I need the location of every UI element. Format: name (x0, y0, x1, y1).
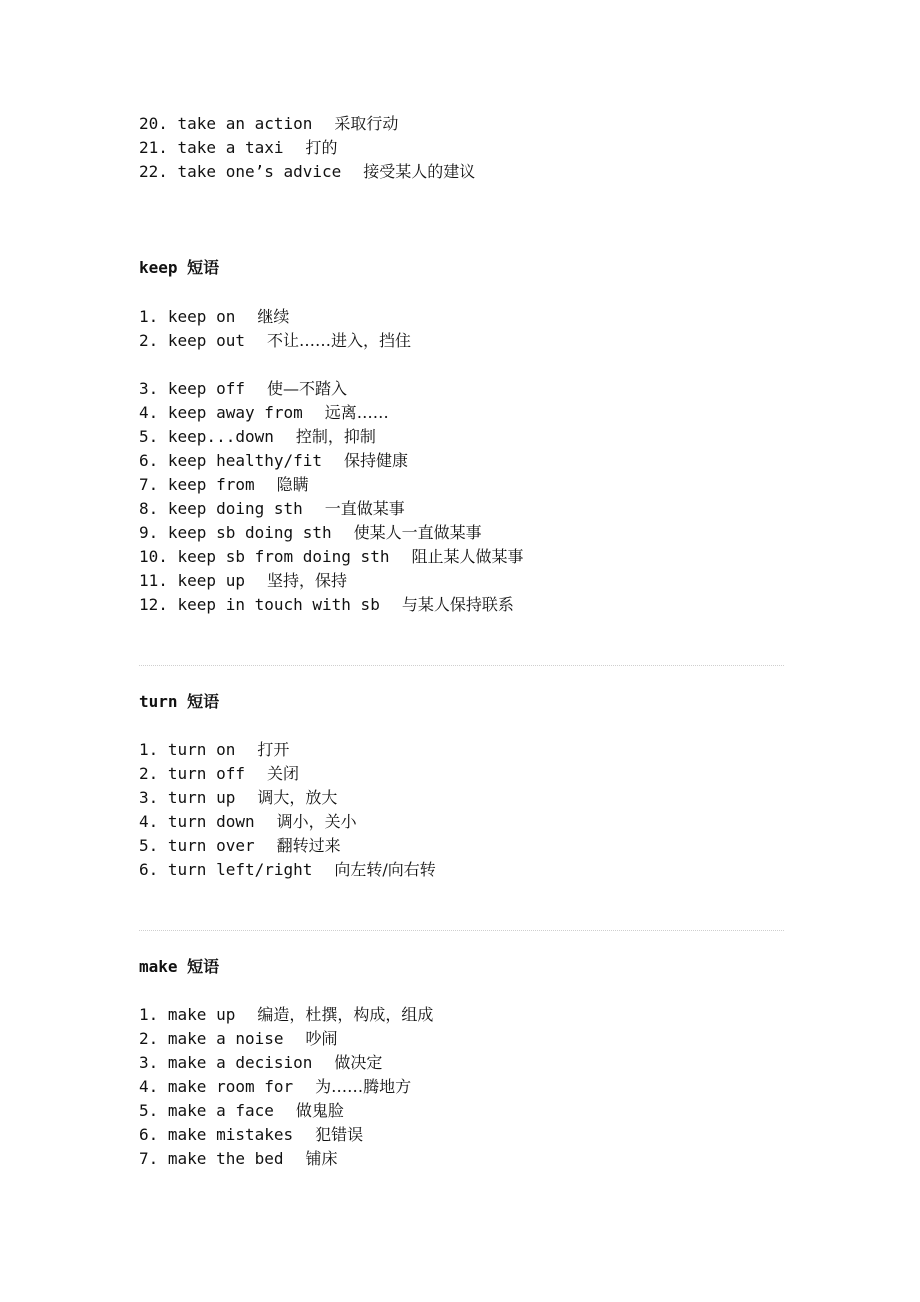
phrase-cn: 犯错误 (315, 1125, 364, 1144)
section-divider (139, 665, 784, 666)
turn-item (139, 788, 337, 808)
phrase-cn: 采取行动 (334, 114, 399, 133)
turn-item (139, 740, 289, 760)
phrase-en: 3. keep off (139, 379, 245, 398)
phrase-en: 7. keep from (139, 475, 255, 494)
keep-item (139, 403, 389, 423)
phrase-cn: 打开 (257, 740, 290, 759)
keep-item (139, 547, 523, 567)
keep-heading: keep 短语 (139, 258, 220, 277)
make-item (139, 1077, 411, 1097)
phrase-en: 2. make a noise (139, 1029, 284, 1048)
keep-item (139, 451, 408, 471)
phrase-cn: 向左转/向右转 (334, 860, 436, 879)
keep-item (139, 499, 405, 519)
phrase-en: 5. make a face (139, 1101, 274, 1120)
phrase-cn: 做决定 (334, 1053, 383, 1072)
phrase-en: 7. make the bed (139, 1149, 284, 1168)
make-item (139, 1029, 338, 1049)
keep-item (139, 427, 376, 447)
phrase-en: 10. keep sb from doing sth (139, 547, 390, 566)
keep-item (139, 571, 347, 591)
phrase-cn: 使某人一直做某事 (353, 523, 482, 542)
phrase-en: 21. take a taxi (139, 138, 284, 157)
take-item (139, 138, 338, 158)
turn-item (139, 836, 341, 856)
phrase-en: 12. keep in touch with sb (139, 595, 380, 614)
phrase-en: 5. keep...down (139, 427, 274, 446)
section-divider (139, 930, 784, 931)
phrase-en: 8. keep doing sth (139, 499, 303, 518)
phrase-cn: 一直做某事 (324, 499, 405, 518)
phrase-en: 4. make room for (139, 1077, 294, 1096)
phrase-cn: 控制，抑制 (295, 427, 376, 446)
phrase-cn: 铺床 (305, 1149, 338, 1168)
phrase-en: 20. take an action (139, 114, 313, 133)
phrase-cn: 保持健康 (344, 451, 409, 470)
keep-item (139, 307, 289, 327)
make-item (139, 1149, 338, 1169)
phrase-cn: 做鬼脸 (295, 1101, 344, 1120)
phrase-cn: 继续 (257, 307, 290, 326)
phrase-en: 1. turn on (139, 740, 236, 759)
phrase-cn: 调小，关小 (276, 812, 357, 831)
make-item (139, 1101, 344, 1121)
keep-item (139, 475, 309, 495)
phrase-en: 22. take one’s advice (139, 162, 342, 181)
phrase-en: 2. keep out (139, 331, 245, 350)
take-item (139, 162, 475, 182)
phrase-en: 3. make a decision (139, 1053, 313, 1072)
phrase-en: 4. keep away from (139, 403, 303, 422)
phrase-cn: 与某人保持联系 (401, 595, 514, 614)
phrase-en: 2. turn off (139, 764, 245, 783)
phrase-cn: 使—不踏入 (266, 379, 347, 398)
make-item (139, 1125, 363, 1145)
phrase-cn: 打的 (305, 138, 338, 157)
phrase-en: 1. make up (139, 1005, 236, 1024)
make-item (139, 1053, 382, 1073)
phrase-en: 6. turn left/right (139, 860, 313, 879)
phrase-cn: 远离…… (324, 403, 389, 422)
turn-item (139, 812, 357, 832)
phrase-en: 11. keep up (139, 571, 245, 590)
phrase-cn: 吵闹 (305, 1029, 338, 1048)
turn-item (139, 860, 436, 880)
turn-item (139, 764, 299, 784)
make-heading: make 短语 (139, 957, 220, 976)
phrase-cn: 阻止某人做某事 (411, 547, 524, 566)
phrase-en: 1. keep on (139, 307, 236, 326)
phrase-cn: 调大，放大 (257, 788, 338, 807)
phrase-cn: 翻转过来 (276, 836, 341, 855)
phrase-cn: 关闭 (266, 764, 299, 783)
phrase-cn: 不让……进入，挡住 (266, 331, 411, 350)
phrase-en: 6. keep healthy/fit (139, 451, 323, 470)
phrase-en: 3. turn up (139, 788, 236, 807)
keep-item (139, 331, 411, 351)
keep-item (139, 595, 514, 615)
phrase-cn: 坚持，保持 (266, 571, 347, 590)
phrase-en: 4. turn down (139, 812, 255, 831)
make-item (139, 1005, 433, 1025)
phrase-cn: 接受某人的建议 (363, 162, 476, 181)
phrase-en: 9. keep sb doing sth (139, 523, 332, 542)
turn-heading: turn 短语 (139, 692, 220, 711)
keep-item (139, 523, 482, 543)
keep-item (139, 379, 347, 399)
phrase-cn: 为……腾地方 (315, 1077, 412, 1096)
phrase-en: 5. turn over (139, 836, 255, 855)
phrase-en: 6. make mistakes (139, 1125, 294, 1144)
phrase-cn: 编造，杜撰，构成，组成 (257, 1005, 434, 1024)
phrase-cn: 隐瞒 (276, 475, 309, 494)
take-item (139, 114, 398, 134)
